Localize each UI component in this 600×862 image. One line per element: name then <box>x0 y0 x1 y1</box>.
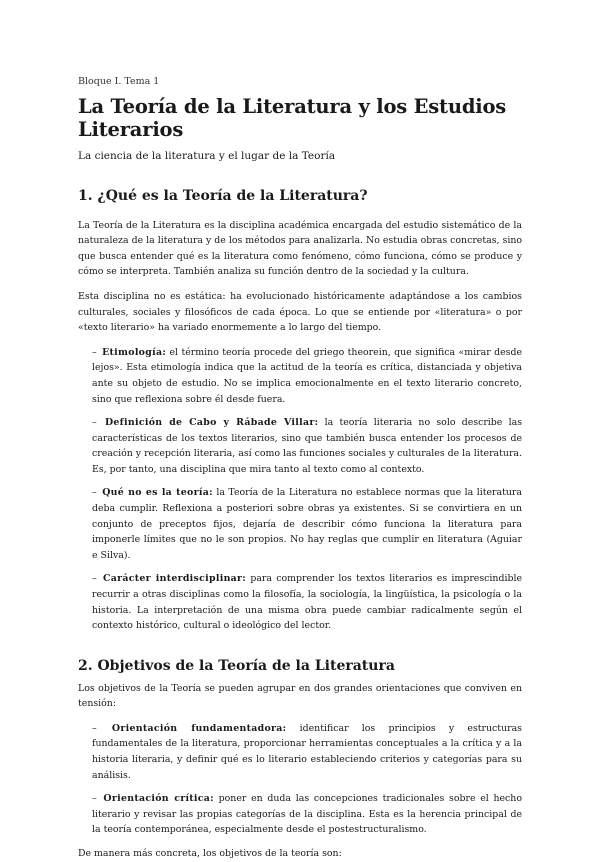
bullet-etimologia <box>78 345 522 407</box>
section-2-intro: Los objetivos de la Teoría se pueden agrupar en dos grandes orientaciones que conviven en tensión: <box>78 682 522 710</box>
bullet-term: Etimología: <box>102 346 167 358</box>
bullet-term: Orientación fundamentadora: <box>111 722 287 734</box>
bullet-text: identificar los principios y estructuras fundamentales de la literatura, proporcionar herramientas conceptuales a la crítica y a la historia literaria, y definir qué es lo literario estableciendo criterios y categorías para su análisis. <box>92 722 522 781</box>
section-2-heading: 2. Objetivos de la Teoría de la Literatura <box>78 657 395 674</box>
section-1-paragraph: Esta disciplina no es estática: ha evolucionado históricamente adaptándose a los cambios culturales, sociales y filosóficos de cada época. Lo que se entiende por «literatura» o por «texto literario» ha variado enormemente a lo largo del tiempo. <box>78 290 522 334</box>
dash-marker: – <box>92 487 97 499</box>
bullet-text: la teoría literaria no solo describe las características de los textos literarios, sino que también busca entender los procesos de creación y recepción literaria, así como las funciones sociales y culturales de la literatura. Es, por tanto, una disciplina que mira tanto al texto como al contexto. <box>92 417 523 475</box>
bullet-text: el término teoría procede del griego theorein, que significa «mirar desde lejos». Esta etimología indica que la actitud de la teoría es crítica, distanciada y objetiva ante su objeto de estudio. No se implica emocionalmente en el texto literario concreto, sino que reflexiona sobre él desde fuera. <box>92 346 522 405</box>
dash-marker: – <box>92 722 97 734</box>
bullet-text: la Teoría de la Literatura no establece normas que la literatura deba cumplir. Reflexiona a posteriori sobre obras ya existentes. Si se convirtiera en un conjunto de preceptos fijos, dejaría de describir cómo funciona la literatura para imponerle límites que no le son propios. No hay reglas que cumplir en literatura (Aguiar e Silva). <box>92 487 522 561</box>
bullet-term: Definición de Cabo y Rábade Villar: <box>104 417 319 429</box>
bullet-que-no-es <box>78 485 522 563</box>
bullet-critica <box>78 791 522 838</box>
dash-marker: – <box>92 417 97 429</box>
bullet-fundamentadora <box>78 721 522 783</box>
dash-marker: – <box>92 573 97 585</box>
dash-marker: – <box>92 793 97 805</box>
bullet-term: Qué no es la teoría: <box>102 487 213 499</box>
bullet-text: poner en duda las concepciones tradicionales sobre el hecho literario y revisar las propias categorías de la disciplina. Esta es la herencia principal de la teoría contemporánea, especialmente desde el postestructuralismo. <box>92 793 522 836</box>
bullet-interdisciplinar <box>78 571 522 633</box>
page-title: La Teoría de la Literatura y los Estudios Literarios <box>78 95 507 142</box>
page-subtitle: La ciencia de la literatura y el lugar de la Teoría <box>78 149 336 162</box>
bullet-text: para comprender los textos literarios es imprescindible recurrir a otras disciplinas como la filosofía, la sociología, la lingüística, la psicología o la historia. La interpretación de una misma obra puede cambiar radicalmente según el contexto histórico, cultural o ideológico del lector. <box>92 573 522 632</box>
bullet-term: Orientación crítica: <box>103 793 214 805</box>
bullet-definicion <box>78 415 522 477</box>
bullet-term: Carácter interdisciplinar: <box>102 573 247 585</box>
section-1-heading: 1. ¿Qué es la Teoría de la Literatura? <box>78 187 368 204</box>
dash-marker: – <box>92 346 97 358</box>
section-1-paragraph: La Teoría de la Literatura es la disciplina académica encargada del estudio sistemático de la naturaleza de la literatura y de los métodos para analizarla. No estudia obras concretas, sino que busca entender qué es la literatura como fenómeno, cómo funciona, cómo se produce y cómo se interpreta. También analiza su función dentro de la sociedad y la cultura. <box>78 219 522 278</box>
unit-label: Bloque I. Tema 1 <box>78 76 160 87</box>
section-2-closing: De manera más concreta, los objetivos de la teoría son: <box>78 847 342 859</box>
